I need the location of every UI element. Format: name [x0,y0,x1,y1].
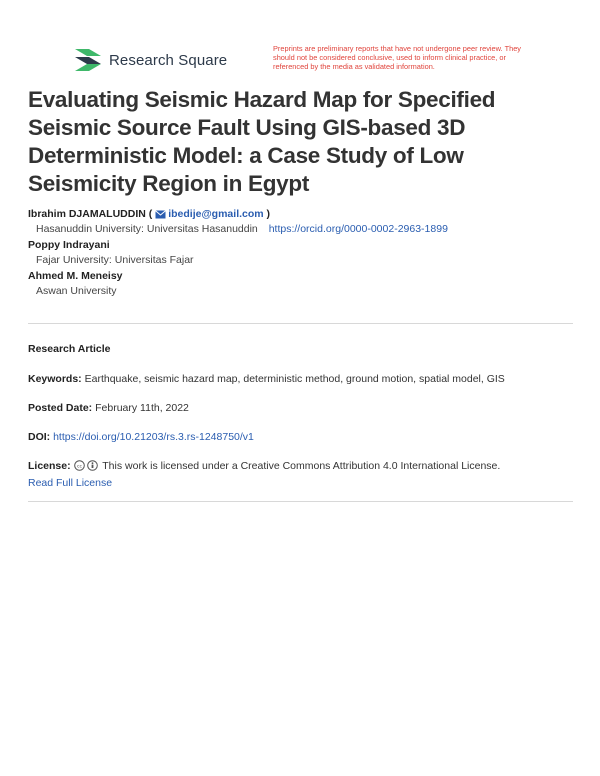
author-affiliation: Aswan University [36,285,117,297]
svg-text:cc: cc [76,464,82,470]
research-square-logo[interactable] [73,47,227,73]
logo-icon [73,47,103,73]
divider [28,323,573,324]
author-name: Poppy Indrayani [28,239,110,251]
author-entry [28,206,573,237]
orcid-link[interactable]: https://orcid.org/0000-0002-2963-1899 [268,223,448,235]
author-affiliation: Fajar University: Universitas Fajar [36,254,194,266]
attribution-icon [87,460,98,471]
header [73,44,533,78]
cc-icon [74,460,85,471]
doi-link[interactable]: https://doi.org/10.21203/rs.3.rs-1248750/v1 [53,431,254,443]
preprint-notice: Preprints are preliminary reports that have not undergone peer review. They should not be considered conclusive, used to inform clinical practice, or referenced by the media as validated information. [273,44,521,71]
divider [28,501,573,502]
doi: DOI: https://doi.org/10.21203/rs.3.rs-1248750/v1 [28,431,254,443]
paper-title: Evaluating Seismic Hazard Map for Specified Seismic Source Fault Using GIS-based 3D Deterministic Model: a Case Study of Low Seismicity Region in Egypt [28,87,496,196]
read-full-license-link[interactable]: Read Full License [28,477,113,489]
article-type: Research Article [28,343,111,355]
posted-date: Posted Date: February 11th, 2022 [28,402,189,414]
author-email-link[interactable]: ibedije@gmail.com [155,208,266,220]
author-list [28,206,573,299]
author-affiliation: Hasanuddin University: Universitas Hasanuddin https://orcid.org/0000-0002-2963-1899 [36,223,448,235]
logo-text: Research Square [109,51,228,69]
author-name: Ahmed M. Meneisy [28,270,123,282]
author-name: Ibrahim DJAMALUDDIN ( ibedije@gmail.com ) [28,208,271,220]
author-entry [28,237,573,268]
license: License: cc This work is licensed under a Creative Commons Attribution 4.0 International License. Read Full License [28,460,501,489]
author-entry [28,268,573,299]
keywords: Keywords: Earthquake, seismic hazard map, deterministic method, ground motion, spatial model, GIS [28,373,505,385]
envelope-icon [155,210,166,219]
